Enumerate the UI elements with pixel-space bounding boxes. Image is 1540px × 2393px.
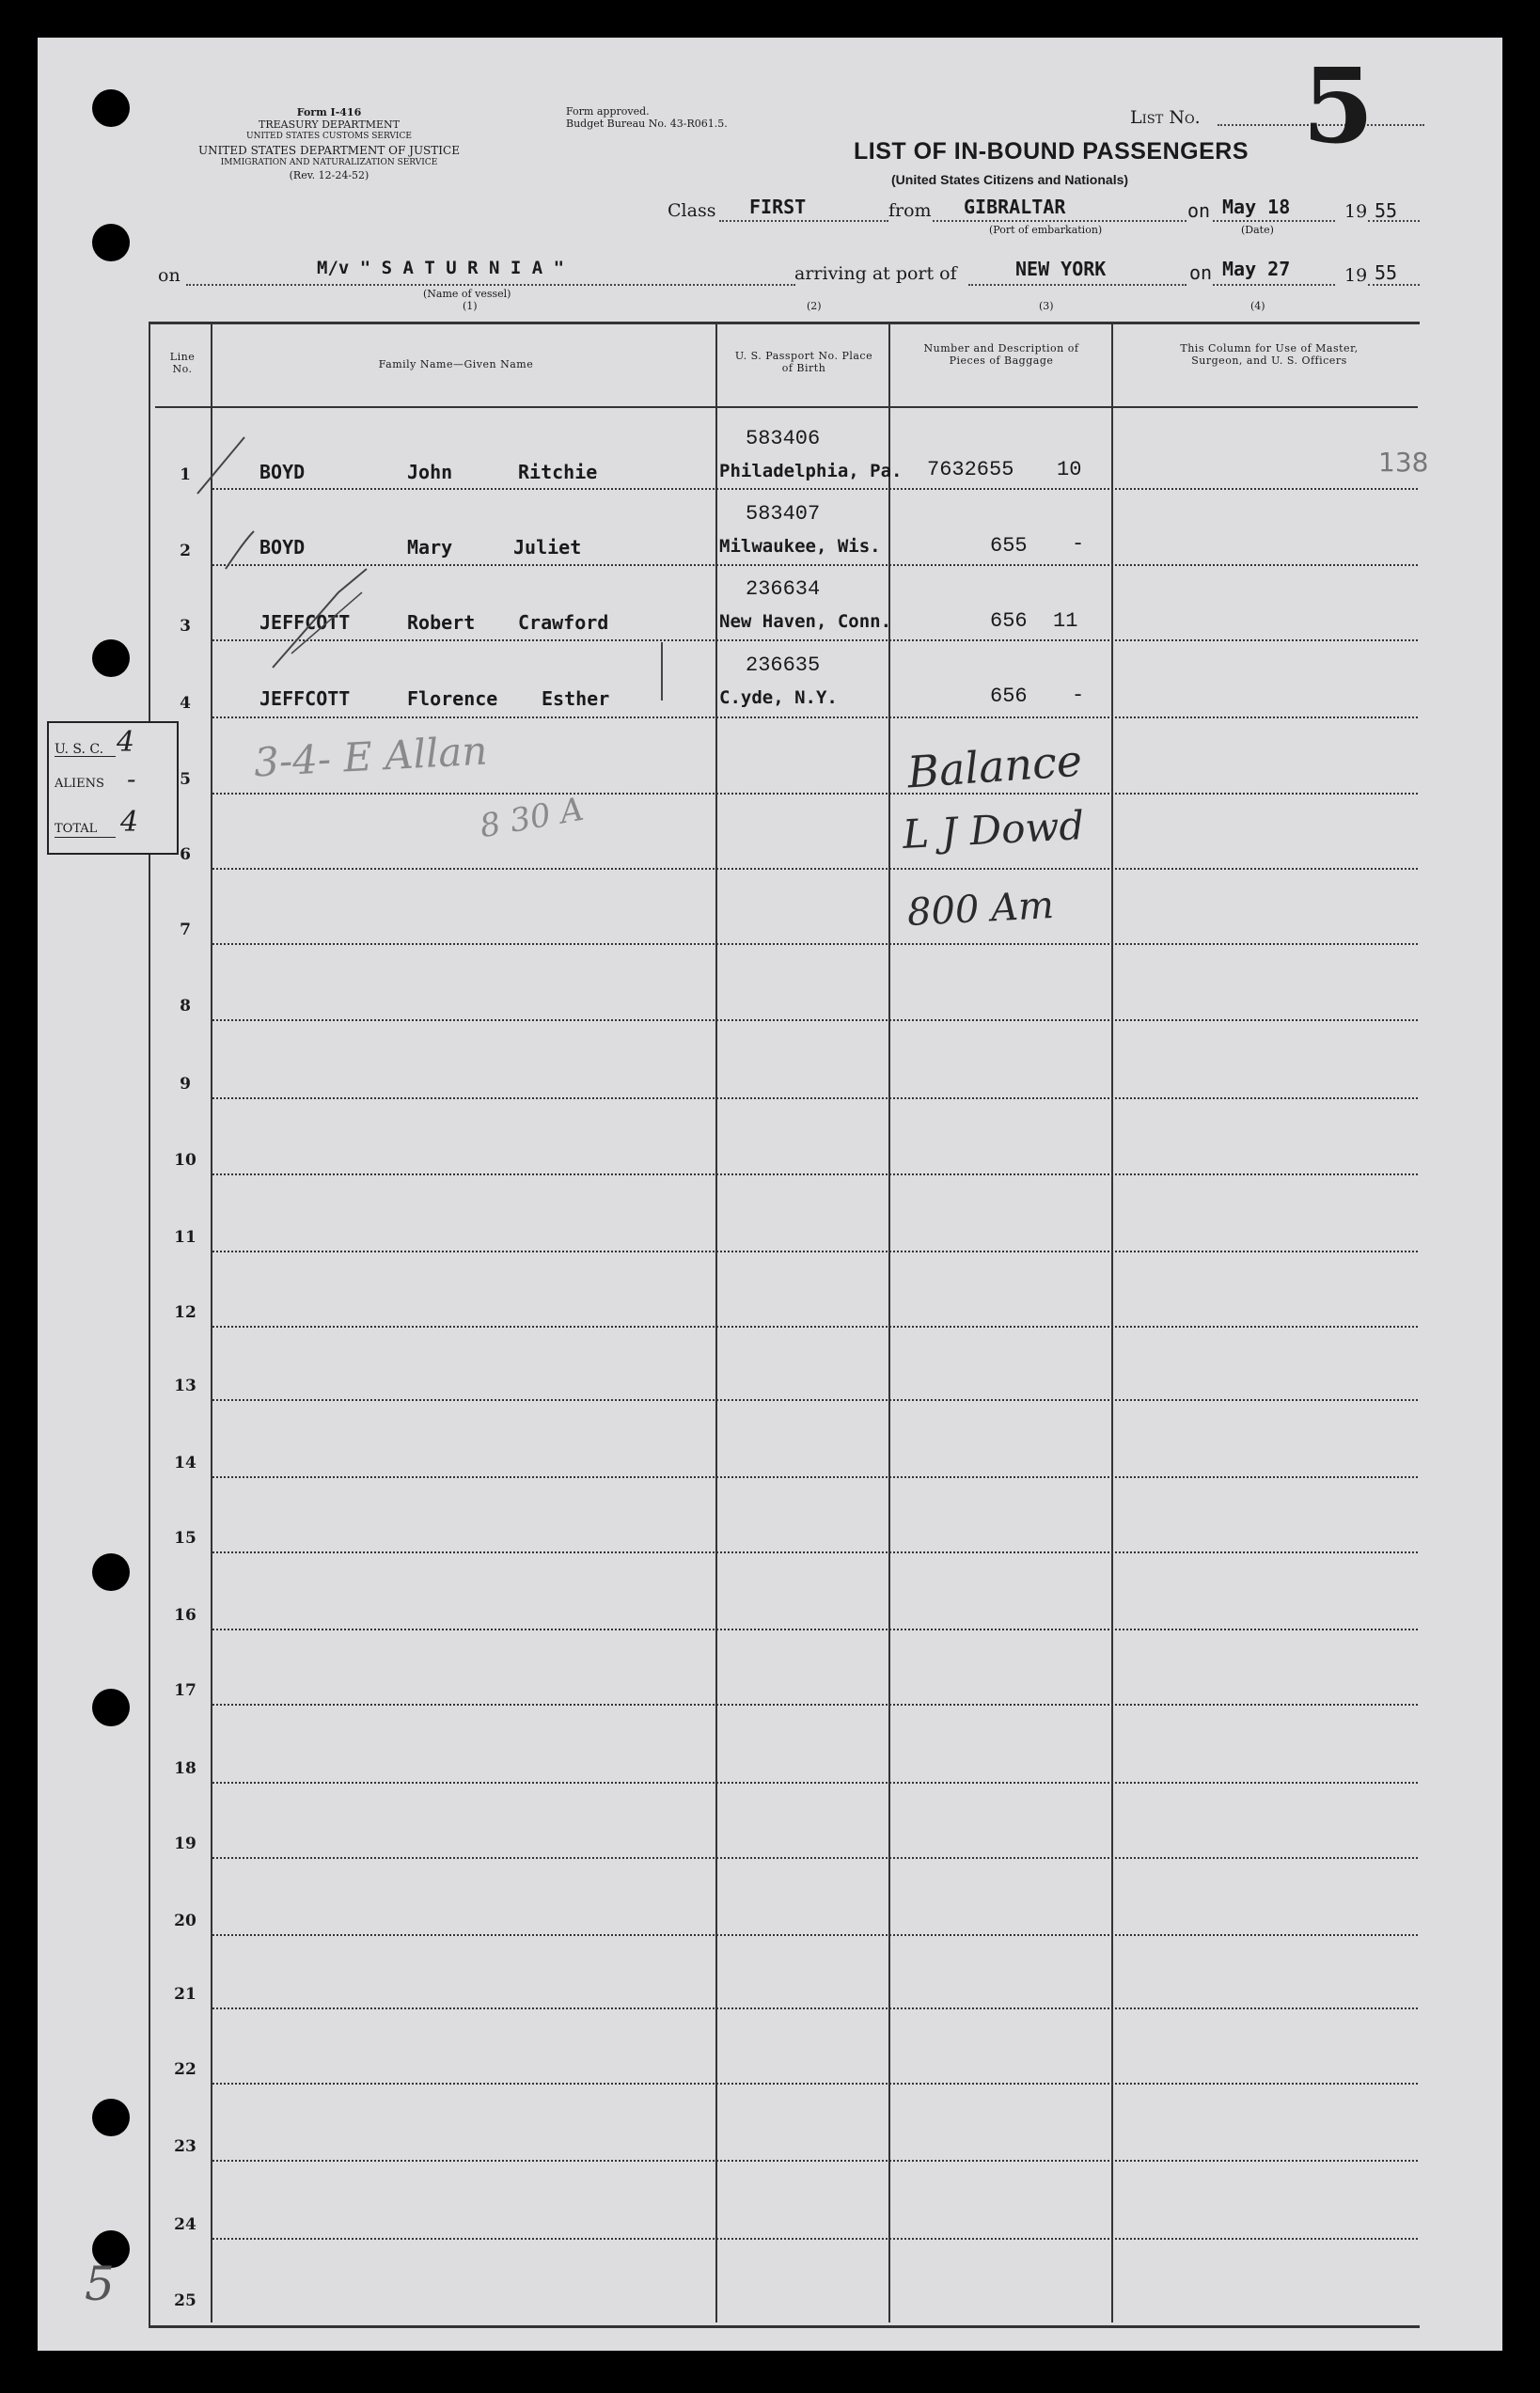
year-dots-1	[1368, 220, 1420, 222]
row-rule	[212, 1251, 1418, 1252]
check-mark	[273, 569, 367, 668]
date-dots-2	[1213, 284, 1335, 286]
on-label-vessel: on	[158, 265, 181, 286]
passenger-family-name: BOYD	[259, 461, 306, 483]
header-rule	[155, 406, 1418, 408]
row-rule	[212, 868, 1418, 870]
line-number: 25	[174, 2291, 196, 2310]
form-revision: (Rev. 12-24-52)	[289, 169, 369, 181]
col-header-name: Family Name—Given Name	[378, 358, 534, 370]
arrival-date: May 27	[1222, 258, 1291, 280]
list-no-value: 5	[1302, 45, 1375, 166]
row-rule	[212, 943, 1418, 945]
passport-number: 583407	[746, 502, 821, 526]
form-approval	[566, 105, 728, 130]
justice-dept: UNITED STATES DEPARTMENT OF JUSTICE	[198, 144, 460, 157]
row-rule	[212, 2160, 1418, 2162]
caption-2: (2)	[807, 300, 822, 312]
passenger-family-name: JEFFCOTT	[259, 611, 351, 634]
vessel-caption: (Name of vessel)	[423, 288, 511, 300]
passport-number: 236635	[746, 653, 821, 677]
vessel-dots	[186, 284, 795, 286]
col-header-baggage: Number and Description of Pieces of Baggage	[923, 342, 1079, 367]
row-rule	[212, 1019, 1418, 1021]
baggage-pieces: -	[1072, 684, 1085, 707]
punch-hole	[92, 1553, 130, 1591]
form-approved: Form approved.	[566, 105, 650, 118]
row-rule	[212, 1399, 1418, 1401]
embark-date: May 18	[1222, 196, 1291, 218]
passenger-given-name: Florence	[407, 687, 498, 710]
class-label: Class	[668, 200, 716, 221]
line-number: 8	[180, 997, 191, 1015]
margin-mark: 5	[85, 2257, 115, 2311]
arrival-port: NEW YORK	[1015, 258, 1107, 280]
caption-4: (4)	[1250, 300, 1265, 312]
handwritten-check-marks	[188, 428, 658, 710]
handwritten-arrival-time: 800 Am	[905, 883, 1055, 936]
year-prefix-2: 19	[1344, 265, 1368, 286]
col-header-passport: U. S. Passport No. Place of Birth	[734, 350, 873, 374]
baggage-pieces: -	[1072, 532, 1085, 556]
vessel-name: M/v " S A T U R N I A "	[317, 258, 565, 278]
from-dots	[933, 220, 1186, 222]
line-number: 10	[174, 1151, 196, 1170]
form-number: Form I-416	[296, 106, 362, 118]
treasury-dept: TREASURY DEPARTMENT	[259, 118, 400, 131]
baggage-number: 655	[990, 534, 1028, 558]
row-rule	[212, 793, 1418, 795]
bracket-mark	[661, 642, 663, 701]
row-rule	[212, 1551, 1418, 1553]
list-title: LIST OF IN-BOUND PASSENGERS	[854, 138, 1249, 165]
baggage-pieces: 11	[1053, 609, 1078, 633]
line-number: 15	[174, 1529, 196, 1548]
stamp-total-label: TOTAL	[55, 822, 98, 836]
row-rule	[212, 1934, 1418, 1936]
stamp-underline	[55, 756, 116, 757]
row-rule	[212, 1476, 1418, 1478]
on-label-1: on	[1187, 199, 1211, 222]
passenger-given-name: Robert	[407, 611, 476, 634]
row-rule	[212, 2007, 1418, 2009]
col-divider-baggage	[1111, 324, 1113, 2322]
year-dots-2	[1368, 284, 1420, 286]
row-rule	[212, 1326, 1418, 1328]
budget-bureau: Budget Bureau No. 43-R061.5.	[566, 118, 728, 130]
stamp-usc-value: 4	[117, 726, 135, 759]
birthplace: Milwaukee, Wis.	[719, 536, 881, 557]
form-agency-block	[150, 106, 508, 181]
line-number: 5	[180, 770, 191, 789]
arrival-year: 55	[1375, 261, 1398, 284]
passport-number: 236634	[746, 577, 821, 601]
line-number: 3	[180, 617, 191, 636]
line-number: 6	[180, 845, 191, 864]
col-header-officers: This Column for Use of Master, Surgeon, and U. S. Officers	[1180, 342, 1359, 367]
row-rule	[212, 2083, 1418, 2085]
line-number: 17	[174, 1681, 196, 1700]
row-rule	[212, 1704, 1418, 1706]
stamp-aliens-label: ALIENS	[55, 777, 104, 791]
row-rule	[212, 1782, 1418, 1784]
arriving-label: arriving at port of	[794, 263, 957, 284]
line-number: 18	[174, 1759, 196, 1778]
line-number: 7	[180, 921, 191, 939]
col-divider-name	[715, 324, 717, 2322]
row-rule	[212, 1629, 1418, 1630]
passenger-middle-name: Ritchie	[518, 461, 598, 483]
port-dots	[968, 284, 1186, 286]
passenger-middle-name: Crawford	[518, 611, 609, 634]
time-pencil-note: 8 30 A	[477, 790, 587, 846]
date-caption: (Date)	[1241, 224, 1274, 236]
from-label: from	[888, 200, 932, 221]
passenger-middle-name: Esther	[542, 687, 610, 710]
class-value: FIRST	[749, 196, 807, 218]
caption-1: (1)	[463, 300, 478, 312]
caption-3: (3)	[1039, 300, 1054, 312]
birthplace: Philadelphia, Pa.	[719, 461, 903, 481]
date-dots-1	[1213, 220, 1335, 222]
on-label-2: on	[1189, 261, 1213, 284]
punch-hole	[92, 89, 130, 127]
birthplace: New Haven, Conn.	[719, 611, 892, 632]
line-number: 23	[174, 2137, 196, 2156]
line-number: 19	[174, 1834, 196, 1853]
line-number: 21	[174, 1985, 196, 2004]
passenger-given-name: John	[407, 461, 453, 483]
baggage-number: 7632655	[927, 458, 1014, 481]
passport-number: 583406	[746, 427, 821, 450]
row-rule	[212, 1857, 1418, 1859]
passenger-given-name: Mary	[407, 536, 453, 559]
class-dots	[719, 220, 888, 222]
passenger-family-name: BOYD	[259, 536, 306, 559]
row-rule	[212, 1173, 1418, 1175]
row-rule	[212, 716, 1418, 718]
page-number: 138	[1378, 447, 1429, 478]
punch-hole	[92, 1689, 130, 1726]
line-number: 20	[174, 1912, 196, 1930]
line-number: 9	[180, 1075, 191, 1094]
line-number: 16	[174, 1606, 196, 1625]
handwritten-signature: L J Dowd	[901, 801, 1086, 858]
row-rule	[212, 1097, 1418, 1099]
punch-hole	[92, 639, 130, 677]
baggage-pieces: 10	[1057, 458, 1082, 481]
passenger-family-name: JEFFCOTT	[259, 687, 351, 710]
port-caption: (Port of embarkation)	[989, 224, 1103, 236]
line-number: 24	[174, 2215, 196, 2234]
line-number: 22	[174, 2060, 196, 2079]
line-number: 13	[174, 1377, 196, 1395]
line-number: 14	[174, 1454, 196, 1472]
passenger-middle-name: Juliet	[513, 536, 582, 559]
year-prefix-1: 19	[1344, 201, 1368, 222]
birthplace: C.yde, N.Y.	[719, 687, 838, 708]
col-header-line-no: Line No.	[169, 351, 196, 375]
punch-hole	[92, 224, 130, 261]
immigration-service: IMMIGRATION AND NATURALIZATION SERVICE	[220, 158, 438, 167]
customs-service: UNITED STATES CUSTOMS SERVICE	[246, 132, 412, 141]
list-subtitle: (United States Citizens and Nationals)	[891, 172, 1129, 187]
check-mark	[197, 437, 244, 494]
line-number: 1	[180, 465, 191, 484]
list-no-label: List No.	[1130, 107, 1201, 128]
embark-year: 55	[1375, 199, 1398, 222]
line-number: 12	[174, 1303, 196, 1322]
baggage-number: 656	[990, 609, 1028, 633]
stamp-usc-label: U. S. C.	[55, 742, 104, 757]
clerk-pencil-note: 3-4- E Allan	[252, 727, 489, 786]
line-number: 2	[180, 542, 191, 560]
stamp-total-value: 4	[120, 806, 139, 839]
row-rule	[212, 2238, 1418, 2240]
handwritten-balance: Balance	[905, 734, 1084, 798]
baggage-number: 656	[990, 685, 1028, 708]
stamp-aliens-value: -	[127, 764, 136, 795]
stamp-underline	[55, 837, 116, 838]
line-number: 11	[174, 1228, 196, 1247]
line-number: 4	[180, 694, 191, 713]
check-mark	[226, 531, 254, 569]
from-value: GIBRALTAR	[964, 196, 1066, 218]
punch-hole	[92, 2099, 130, 2136]
check-mark	[291, 592, 362, 653]
